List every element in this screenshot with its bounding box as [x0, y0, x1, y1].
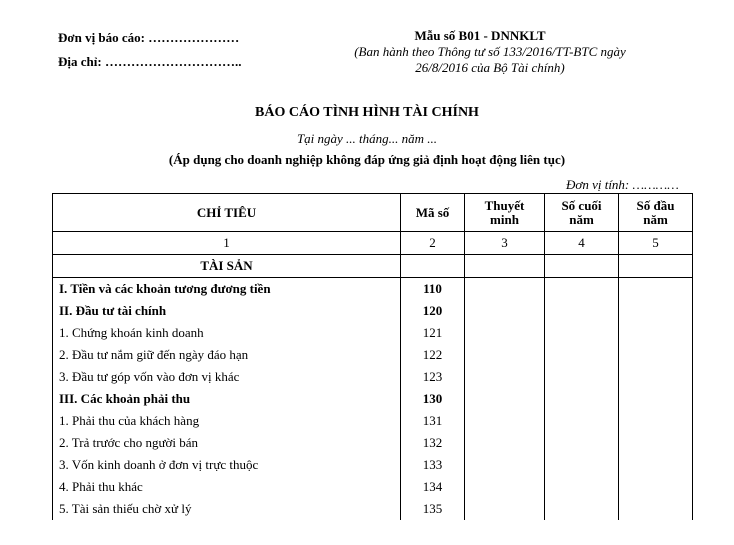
table-column-index-row: [53, 232, 693, 255]
row-year-end-cell: [545, 498, 619, 520]
column-index: 5: [619, 232, 693, 255]
address-label: Địa chỉ: …………………………..: [58, 54, 242, 69]
row-label: 3. Đầu tư góp vốn vào đơn vị khác: [53, 366, 401, 388]
row-code: 121: [401, 322, 465, 344]
table-row: [53, 388, 693, 410]
row-label: 3. Vốn kinh doanh ở đơn vị trực thuộc: [53, 454, 401, 476]
row-year-end-cell: [545, 366, 619, 388]
row-year-start-cell: [619, 410, 693, 432]
row-label: III. Các khoản phải thu: [53, 388, 401, 410]
table-row: [53, 366, 693, 388]
column-index: 4: [545, 232, 619, 255]
row-notes-cell: [465, 476, 545, 498]
row-year-end-cell: [545, 388, 619, 410]
applies-to-note: (Áp dụng cho doanh nghiệp không đáp ứng giả định hoạt động liên tục): [168, 152, 566, 167]
table-row: [53, 432, 693, 454]
table-body: [53, 255, 693, 521]
table-row: [53, 322, 693, 344]
reporting-unit-label: Đơn vị báo cáo: …………………: [58, 30, 240, 45]
row-label: 4. Phải thu khác: [53, 476, 401, 498]
column-header-year-start: Số đầu năm: [619, 194, 693, 232]
row-year-start-cell: [619, 388, 693, 410]
row-year-end-cell: [545, 432, 619, 454]
report-date-line: Tại ngày ... tháng... năm ...: [296, 131, 438, 146]
table-row: [53, 344, 693, 366]
row-label: 2. Trả trước cho người bán: [53, 432, 401, 454]
row-code: 130: [401, 388, 465, 410]
column-header-notes: Thuyết minh: [465, 194, 545, 232]
row-notes-cell: [465, 410, 545, 432]
table-row: [53, 278, 693, 301]
row-year-start-cell: [619, 366, 693, 388]
row-label: 1. Chứng khoán kinh doanh: [53, 322, 401, 344]
table-row: [53, 454, 693, 476]
row-year-end-cell: [545, 454, 619, 476]
row-year-end-cell: [545, 322, 619, 344]
row-label: 2. Đầu tư nắm giữ đến ngày đáo hạn: [53, 344, 401, 366]
table-row: [53, 300, 693, 322]
row-year-start-cell: [619, 344, 693, 366]
row-code: 131: [401, 410, 465, 432]
row-code: 133: [401, 454, 465, 476]
row-year-start-cell: [619, 454, 693, 476]
row-code: 110: [401, 278, 465, 301]
report-title: BÁO CÁO TÌNH HÌNH TÀI CHÍNH: [255, 105, 479, 120]
row-code: 135: [401, 498, 465, 520]
currency-unit-label: Đơn vị tính: …………: [566, 177, 679, 192]
row-notes-cell: [465, 344, 545, 366]
form-number: Mẫu số B01 - DNNKLT: [414, 28, 546, 43]
row-label: II. Đầu tư tài chính: [53, 300, 401, 322]
row-label: 1. Phải thu của khách hàng: [53, 410, 401, 432]
row-label: I. Tiền và các khoản tương đương tiền: [53, 278, 401, 301]
row-notes-cell: [465, 366, 545, 388]
row-notes-cell: [465, 432, 545, 454]
column-header-code: Mã số: [401, 194, 465, 232]
row-year-start-cell: [619, 322, 693, 344]
row-year-end-cell: [545, 410, 619, 432]
row-notes-cell: [465, 278, 545, 301]
column-index: 1: [53, 232, 401, 255]
row-label: TÀI SẢN: [53, 255, 401, 278]
row-code: 134: [401, 476, 465, 498]
row-code: 123: [401, 366, 465, 388]
column-index: 2: [401, 232, 465, 255]
row-notes-cell: [465, 255, 545, 278]
column-header-indicator: CHỈ TIÊU: [53, 194, 401, 232]
row-year-end-cell: [545, 278, 619, 301]
row-year-end-cell: [545, 300, 619, 322]
row-year-start-cell: [619, 255, 693, 278]
row-code: 120: [401, 300, 465, 322]
row-year-end-cell: [545, 344, 619, 366]
row-label: 5. Tài sản thiếu chờ xử lý: [53, 498, 401, 520]
row-year-start-cell: [619, 498, 693, 520]
row-year-start-cell: [619, 300, 693, 322]
table-row: [53, 476, 693, 498]
issued-by-note: (Ban hành theo Thông tư số 133/2016/TT-BTC ngày 26/8/2016 của Bộ Tài chính): [354, 44, 626, 75]
row-year-start-cell: [619, 432, 693, 454]
row-year-start-cell: [619, 278, 693, 301]
row-year-start-cell: [619, 476, 693, 498]
column-header-year-end: Số cuối năm: [545, 194, 619, 232]
row-code: 122: [401, 344, 465, 366]
row-code: 132: [401, 432, 465, 454]
row-notes-cell: [465, 300, 545, 322]
table-row: [53, 410, 693, 432]
table-header-row: [53, 194, 693, 232]
row-notes-cell: [465, 322, 545, 344]
row-notes-cell: [465, 454, 545, 476]
row-year-end-cell: [545, 255, 619, 278]
row-code: [401, 255, 465, 278]
financial-report-table: [52, 193, 693, 520]
column-index: 3: [465, 232, 545, 255]
table-row: [53, 498, 693, 520]
row-notes-cell: [465, 498, 545, 520]
table-row: [53, 255, 693, 278]
row-year-end-cell: [545, 476, 619, 498]
row-notes-cell: [465, 388, 545, 410]
